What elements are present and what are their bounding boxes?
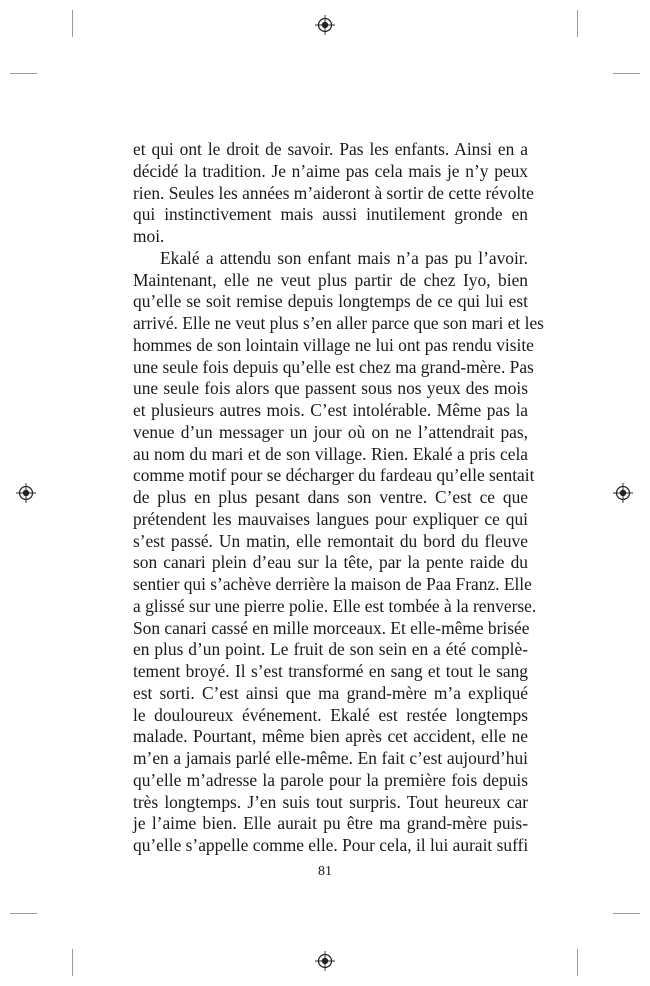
text-line: sentier qui s’achève derrière la maison de Paa Franz. Elle (133, 574, 532, 594)
text-line: une seule fois depuis qu’elle est chez ma grand-mère. Pas (133, 356, 534, 377)
text-line: et plusieurs autres mois. C’est intolérable. Même pas la (133, 400, 528, 420)
crop-mark-top-right (577, 10, 578, 37)
text-line: est sorti. C’est ainsi que ma grand-mère m’a expliqué (133, 682, 528, 703)
text-line: arrivé. Elle ne veut plus s’en aller parce que son mari et les (133, 313, 544, 333)
crop-mark-right-bottom (613, 913, 640, 914)
text-line: de plus en plus pesant dans son ventre. C’est ce que (133, 487, 528, 507)
text-line: hommes de son lointain village ne lui ont pas rendu visite (133, 334, 534, 355)
registration-mark-top-icon (315, 15, 335, 35)
registration-mark-left-icon (16, 483, 36, 503)
text-line: et qui ont le droit de savoir. Pas les enfants. Ainsi en a (133, 139, 528, 159)
text-line: en plus d’un point. Le fruit de son sein en a été complè- (133, 639, 528, 660)
crop-mark-bottom-right (577, 949, 578, 976)
text-line: qu’elle se soit remise depuis longtemps de ce qui lui est (133, 291, 528, 312)
text-line: décidé la tradition. Je n’aime pas cela mais je n’y peux (133, 160, 528, 181)
registration-mark-right-icon (613, 483, 633, 503)
text-line: a glissé sur une pierre polie. Elle est tombée à la renverse. (133, 595, 537, 616)
text-line: je l’aime bien. Elle aurait pu être ma grand-mère puis- (133, 813, 528, 834)
text-line: tement broyé. Il s’est transformé en sang et tout le sang (133, 661, 528, 681)
page-number: 81 (318, 864, 332, 879)
crop-mark-right-top (613, 73, 640, 74)
crop-mark-left-bottom (10, 913, 37, 914)
text-line: qu’elle s’appelle comme elle. Pour cela, il lui aurait suffi (133, 835, 529, 855)
text-line: Son canari cassé en mille morceaux. Et elle-même brisée (133, 617, 530, 638)
text-line: Maintenant, elle ne veut plus partir de chez Iyo, bien (133, 269, 528, 290)
text-line: moi. (133, 226, 165, 246)
text-line: comme motif pour se décharger du fardeau qu’elle sentait (133, 465, 535, 486)
text-line: très longtemps. J’en suis tout surpris. Tout heureux car (133, 791, 528, 812)
text-line: qu’elle m’adresse la parole pour la première fois depuis (133, 769, 528, 790)
text-line: m’en a jamais parlé elle-même. En fait c’est aujourd’hui (133, 748, 528, 768)
text-line: malade. Pourtant, même bien après cet accident, elle ne (133, 726, 528, 747)
crop-mark-left-top (10, 73, 37, 74)
text-line: au nom du mari et de son village. Rien. Ekalé a pris cela (133, 443, 528, 464)
text-line: une seule fois alors que passent sous nos yeux des mois (133, 378, 528, 399)
text-line: le douloureux événement. Ekalé est restée longtemps (133, 704, 528, 725)
text-line: qui instinctivement mais aussi inutilement gronde en (133, 204, 528, 225)
text-line: venue d’un messager un jour où on ne l’attendrait pas, (133, 421, 528, 442)
text-line: s’est passé. Un matin, elle remontait du bord du fleuve (133, 530, 528, 551)
text-line: Ekalé a attendu son enfant mais n’a pas pu l’avoir. (160, 247, 528, 268)
crop-mark-bottom-left (72, 949, 73, 976)
text-line: prétendent les mauvaises langues pour expliquer ce qui (133, 508, 528, 529)
registration-mark-bottom-icon (315, 951, 335, 971)
crop-mark-top-left (72, 10, 73, 37)
text-line: son canari plein d’eau sur la tête, par la pente raide du (133, 552, 528, 573)
body-text (133, 139, 544, 857)
text-line: rien. Seules les années m’aideront à sortir de cette révolte (133, 182, 534, 203)
